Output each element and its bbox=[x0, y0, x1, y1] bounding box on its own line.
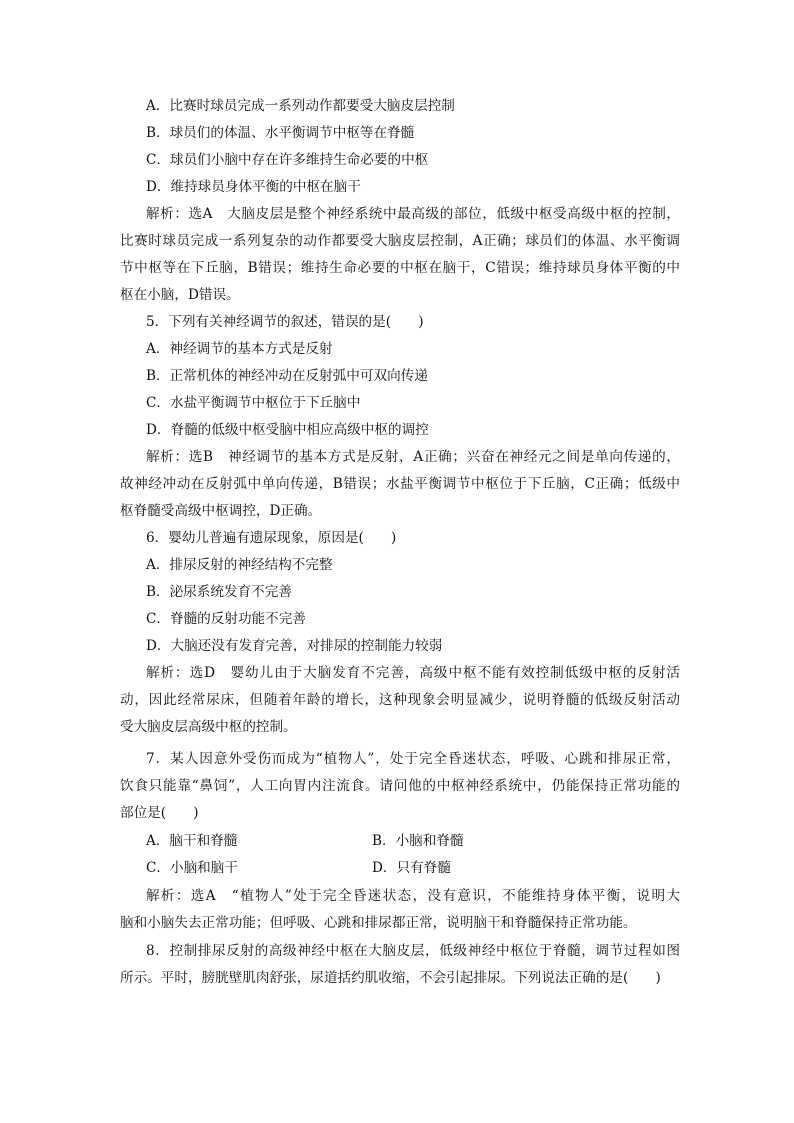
q7-analysis-line-1: 解析：选A “植物人”处于完全昏迷状态，没有意识，不能维持身体平衡，说明大 bbox=[146, 888, 680, 904]
q4-analysis-line-3: 节中枢等在下丘脑，B错误；维持生命必要的中枢在脑干，C错误；维持球员身体平衡的中 bbox=[120, 260, 680, 276]
q6-option-d: D．大脑还没有发育完善，对排尿的控制能力较弱 bbox=[146, 638, 443, 654]
q7-option-a: A．脑干和脊髓 bbox=[146, 833, 238, 849]
q5-stem: 5．下列有关神经调节的叙述，错误的是( ) bbox=[146, 314, 424, 330]
q7-option-c: C．小脑和脑干 bbox=[146, 860, 238, 876]
q7-option-d: D．只有脊髓 bbox=[372, 860, 451, 876]
q5-option-b: B．正常机体的神经冲动在反射弧中可双向传递 bbox=[146, 368, 428, 384]
q7-stem-line-2: 饮食只能靠“鼻饲”，人工向胃内注流食。请问他的中枢神经系统中，仍能保持正常功能的 bbox=[120, 778, 680, 794]
q5-option-d: D．脊髓的低级中枢受脑中相应高级中枢的调控 bbox=[146, 422, 429, 438]
q5-analysis-line-3: 枢脊髓受高级中枢调控，D正确。 bbox=[120, 503, 322, 519]
q7-stem-line-3: 部位是( ) bbox=[120, 805, 199, 821]
q6-option-b: B．泌尿系统发育不完善 bbox=[146, 584, 292, 600]
q5-option-c: C．水盐平衡调节中枢位于下丘脑中 bbox=[146, 395, 361, 411]
q8-stem-line-2: 所示。平时，膀胱壁肌肉舒张，尿道括约肌收缩，不会引起排尿。下列说法正确的是( ) bbox=[120, 970, 661, 986]
q6-analysis-line-2: 动，因此经常尿床，但随着年龄的增长，这种现象会明显减少，说明脊髓的低级反射活动 bbox=[120, 692, 680, 708]
q4-option-b: B．球员们的体温、水平衡调节中枢等在脊髓 bbox=[146, 125, 415, 141]
q4-option-a: A．比赛时球员完成一系列动作都要受大脑皮层控制 bbox=[146, 98, 455, 114]
q5-analysis-line-2: 故神经冲动在反射弧中单向传递，B错误；水盐平衡调节中枢位于下丘脑，C正确；低级中 bbox=[120, 476, 680, 492]
q5-analysis-line-1: 解析：选B 神经调节的基本方式是反射，A正确；兴奋在神经元之间是单向传递的， bbox=[146, 449, 680, 465]
q8-stem-line-1: 8．控制排尿反射的高级神经中枢在大脑皮层，低级神经中枢位于脊髓，调节过程如图 bbox=[146, 943, 680, 959]
q4-analysis-line-1: 解析：选A 大脑皮层是整个神经系统中最高级的部位，低级中枢受高级中枢的控制， bbox=[146, 206, 680, 222]
q4-analysis-line-2: 比赛时球员完成一系列复杂的动作都要受大脑皮层控制，A正确；球员们的体温、水平衡调 bbox=[120, 233, 680, 249]
q7-stem-line-1: 7．某人因意外受伤而成为“植物人”，处于完全昏迷状态，呼吸、心跳和排尿正常， bbox=[146, 751, 680, 767]
q6-option-a: A．排尿反射的神经结构不完整 bbox=[146, 557, 333, 573]
q7-option-b: B．小脑和脊髓 bbox=[372, 833, 464, 849]
q6-analysis-line-3: 受大脑皮层高级中枢的控制。 bbox=[120, 719, 297, 735]
q4-analysis-line-4: 枢在小脑，D错误。 bbox=[120, 287, 240, 303]
q4-option-d: D．维持球员身体平衡的中枢在脑干 bbox=[146, 179, 361, 195]
q5-option-a: A．神经调节的基本方式是反射 bbox=[146, 341, 333, 357]
q6-stem: 6．婴幼儿普遍有遗尿现象，原因是( ) bbox=[146, 530, 397, 546]
q7-analysis-line-2: 脑和小脑失去正常功能；但呼吸、心跳和排尿都正常，说明脑干和脊髓保持正常功能。 bbox=[120, 915, 637, 931]
q6-option-c: C．脊髓的反射功能不完善 bbox=[146, 611, 306, 627]
q6-analysis-line-1: 解析：选D 婴幼儿由于大脑发育不完善，高级中枢不能有效控制低级中枢的反射活 bbox=[146, 665, 680, 681]
q4-option-c: C．球员们小脑中存在许多维持生命必要的中枢 bbox=[146, 152, 429, 168]
